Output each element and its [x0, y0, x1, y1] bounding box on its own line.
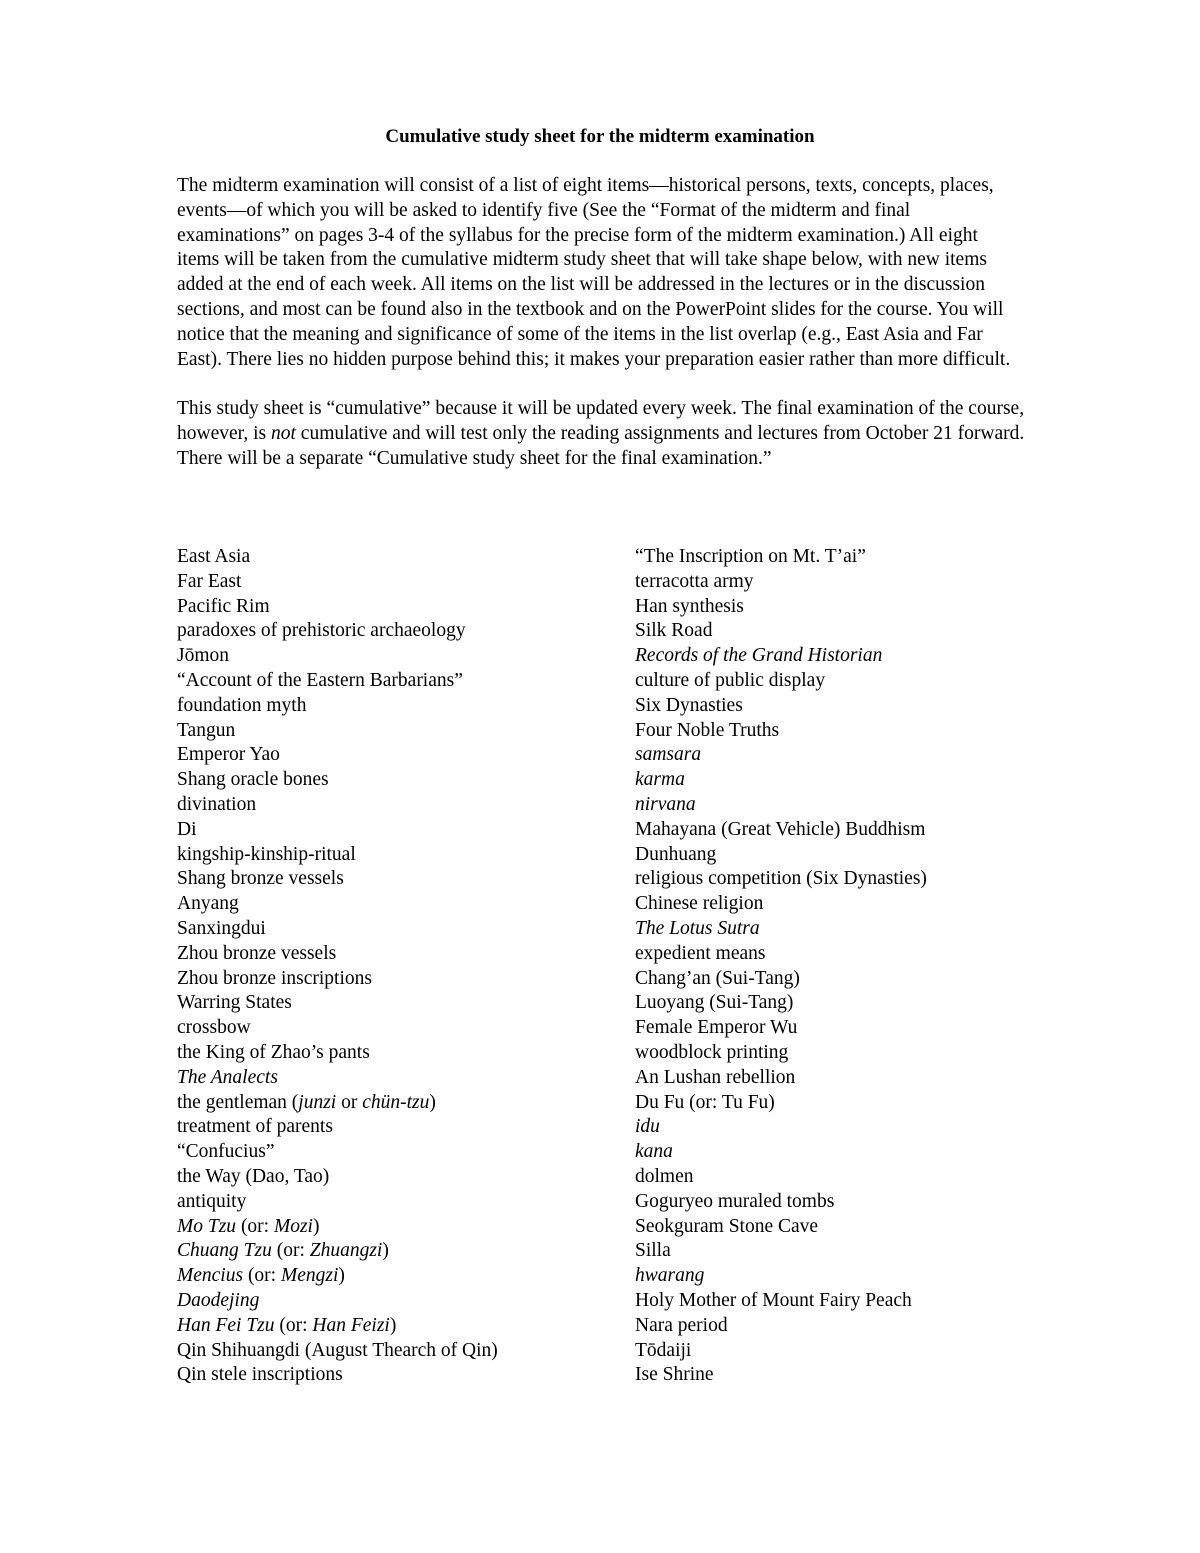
page-title: Cumulative study sheet for the midterm examination — [385, 126, 815, 147]
study-item: East Asia — [177, 546, 251, 567]
study-item: hwarang — [635, 1265, 705, 1287]
study-item: divination — [177, 793, 257, 815]
study-item: Zhou bronze inscriptions — [177, 967, 372, 989]
study-item: Silk Road — [635, 620, 713, 642]
study-item: treatment of parents — [177, 1116, 333, 1138]
study-item: The Lotus Sutra — [635, 917, 760, 939]
study-item: “Account of the Eastern Barbarians” — [177, 669, 463, 691]
study-item: religious competition (Six Dynasties) — [635, 868, 927, 890]
study-item: Tangun — [177, 719, 236, 741]
study-item: Qin Shihuangdi (August Thearch of Qin) — [177, 1339, 498, 1361]
study-item: karma — [635, 769, 685, 791]
study-item: “The Inscription on Mt. T’ai” — [635, 546, 866, 567]
study-item: Four Noble Truths — [635, 719, 780, 741]
study-item: paradoxes of prehistoric archaeology — [177, 620, 466, 642]
study-item: Zhou bronze vessels — [177, 942, 337, 964]
study-item: Jōmon — [177, 645, 230, 667]
study-item: Ise Shrine — [635, 1364, 714, 1386]
study-item: Warring States — [177, 992, 292, 1014]
study-item: foundation myth — [177, 694, 307, 716]
study-item: Mahayana (Great Vehicle) Buddhism — [635, 818, 926, 840]
study-item: Han Fei Tzu (or: Han Feizi) — [177, 1314, 397, 1336]
study-item: terracotta army — [635, 570, 754, 592]
study-item: Sanxingdui — [177, 917, 266, 939]
study-items-right-column — [635, 545, 1075, 1388]
study-item: idu — [635, 1116, 660, 1138]
study-item: Six Dynasties — [635, 694, 743, 716]
study-item: woodblock printing — [635, 1041, 789, 1063]
study-item: Tōdaiji — [635, 1339, 692, 1361]
study-item: samsara — [635, 744, 702, 766]
study-item: Han synthesis — [635, 595, 744, 617]
study-item: Shang bronze vessels — [177, 868, 344, 890]
study-item: Shang oracle bones — [177, 769, 329, 791]
intro-paragraph-2 — [177, 397, 1025, 471]
intro-section — [177, 174, 1025, 472]
study-item: kingship-kinship-ritual — [177, 843, 356, 865]
study-item: Dunhuang — [635, 843, 717, 865]
study-item: culture of public display — [635, 669, 826, 691]
intro-paragraph-2-part-b: cumulative and will test only the reading assignments and lectures from October 21 forward. There will be a separate “Cumulative study sheet for the final examination.” — [177, 422, 1025, 469]
intro-paragraph-2-part-a: This study sheet is “cumulative” because it will be updated every week. The final examination of the course, however, is — [177, 398, 1025, 444]
study-item: antiquity — [177, 1190, 247, 1212]
intro-paragraph-1: The midterm examination will consist of a list of eight items—historical persons, texts, concepts, places, events—of which you will be asked to identify five (See the “Format of the midterm and final examinations” on pages 3-4 of the syllabus for the precise form of the midterm examination.) All eight items will be taken from the cumulative midterm study sheet that will take shape below, with new items added at the end of each week. All items on the list will be addressed in the lectures or in the discussion sections, and most can be found also in the textbook and on the PowerPoint slides for the course. You will notice that the meaning and significance of some of the items in the list overlap (e.g., East Asia and Far East). There lies no hidden purpose behind this; it makes your preparation easier rather than more difficult. — [177, 175, 1011, 370]
study-item: the King of Zhao’s pants — [177, 1041, 370, 1063]
study-item: Seokguram Stone Cave — [635, 1215, 819, 1237]
study-item: Du Fu (or: Tu Fu) — [635, 1091, 775, 1113]
study-item: kana — [635, 1141, 673, 1163]
study-item: Chang’an (Sui-Tang) — [635, 967, 800, 989]
study-item: Chinese religion — [635, 893, 764, 915]
study-item: An Lushan rebellion — [635, 1066, 796, 1088]
study-item: Pacific Rim — [177, 595, 270, 617]
study-item: Records of the Grand Historian — [635, 645, 883, 667]
study-item: Di — [177, 818, 197, 840]
study-item: Mo Tzu (or: Mozi) — [177, 1215, 320, 1237]
study-item: Qin stele inscriptions — [177, 1364, 343, 1386]
study-item: the gentleman (junzi or chün-tzu) — [177, 1091, 436, 1113]
study-item: Anyang — [177, 893, 239, 915]
study-item: Emperor Yao — [177, 744, 280, 766]
study-item: Holy Mother of Mount Fairy Peach — [635, 1289, 912, 1311]
study-item: expedient means — [635, 942, 766, 964]
study-item: the Way (Dao, Tao) — [177, 1165, 330, 1187]
study-item: Daodejing — [177, 1289, 260, 1311]
study-item: “Confucius” — [177, 1141, 275, 1163]
study-item: Mencius (or: Mengzi) — [177, 1265, 345, 1287]
study-item: Luoyang (Sui-Tang) — [635, 992, 794, 1014]
study-item: nirvana — [635, 793, 696, 815]
study-item: Goguryeo muraled tombs — [635, 1190, 835, 1212]
study-item: Chuang Tzu (or: Zhuangzi) — [177, 1240, 389, 1262]
study-items-left-column — [177, 545, 617, 1388]
intro-paragraph-2-emphasis: not — [271, 422, 296, 444]
study-item: Nara period — [635, 1314, 728, 1336]
study-item: Silla — [635, 1240, 671, 1262]
study-item: Female Emperor Wu — [635, 1017, 798, 1039]
study-item: crossbow — [177, 1017, 251, 1039]
study-item: The Analects — [177, 1066, 278, 1088]
study-item: Far East — [177, 570, 242, 592]
study-item: dolmen — [635, 1165, 694, 1187]
